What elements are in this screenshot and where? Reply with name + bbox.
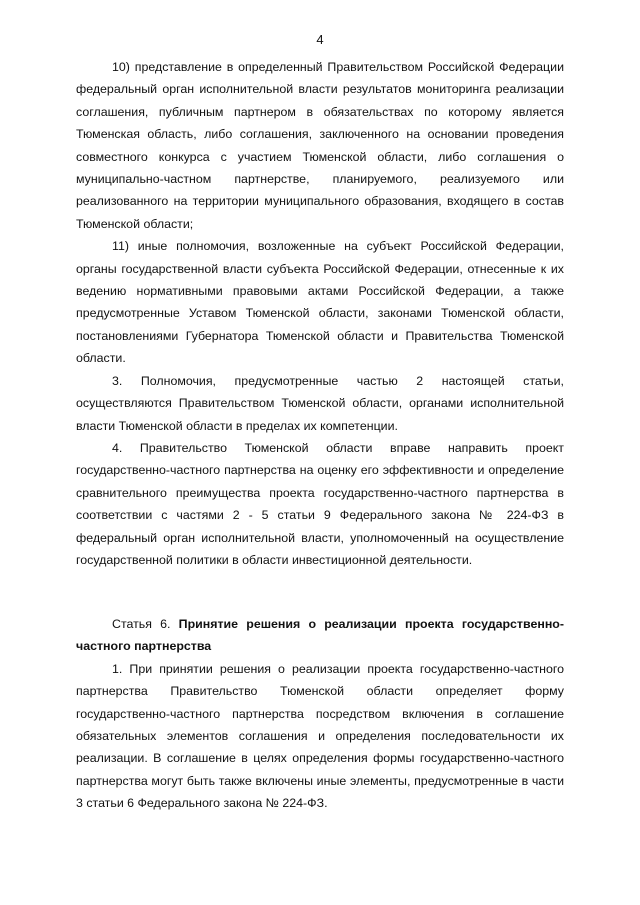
article-6 <box>76 613 564 815</box>
paragraph-item-10: 10) представление в определенный Правительством Российской Федерации федеральный орган исполнительной власти результатов мониторинга реализации соглашения, публичным партнером в обязательствах по которому является Тюменская область, либо соглашения, заключенного на основании проведения совместного конкурса с участием Тюменской области, либо соглашения о муниципально-частном партнерстве, планируемого, реализуемого или реализованного на территории муниципального образования, входящего в состав Тюменской области; <box>76 60 564 231</box>
paragraph-part-4: 4. Правительство Тюменской области вправе направить проект государственно-частного партнерства на оценку его эффективности и определение сравнительного преимущества проекта государственно-частного партнерства в соответствии с частями 2 - 5 статьи 9 Федерального закона № 224-ФЗ в федеральный орган исполнительной власти, уполномоченный на осуществление государственной политики в области инвестиционной деятельности. <box>76 440 564 567</box>
paragraph-part-3: 3. Полномочия, предусмотренные частью 2 настоящей статьи, осуществляются Правительством Тюменской области, органами исполнительной власти Тюменской области в пределах их компетенции. <box>76 373 564 433</box>
page-number: 4 <box>316 32 324 47</box>
article-paragraph-1: 1. При принятии решения о реализации проекта государственно-частного партнерства Правительство Тюменской области определяет форму государственно-частного партнерства посредством включения в соглашение обязательных элементов соглашения и определения последовательности их реализации. В соглашение в целях определения формы государственно-частного партнерства могут быть также включены иные элементы, предусмотренные в части 3 статьи 6 Федерального закона № 224-ФЗ. <box>76 661 564 811</box>
paragraph-item-11: 11) иные полномочия, возложенные на субъект Российской Федерации, органы государственной власти субъекта Российской Федерации, отнесенные к их ведению нормативными правовыми актами Российской Федерации, а также предусмотренные Уставом Тюменской области, законами Тюменской области, постановлениями Губернатора Тюменской области и Правительства Тюменской области. <box>76 239 564 366</box>
article-heading <box>76 613 564 658</box>
document-body <box>76 56 564 571</box>
article-title: Принятие решения о реализации проекта государственно-частного партнерства <box>76 617 565 654</box>
article-label: Статья 6. <box>112 617 179 631</box>
